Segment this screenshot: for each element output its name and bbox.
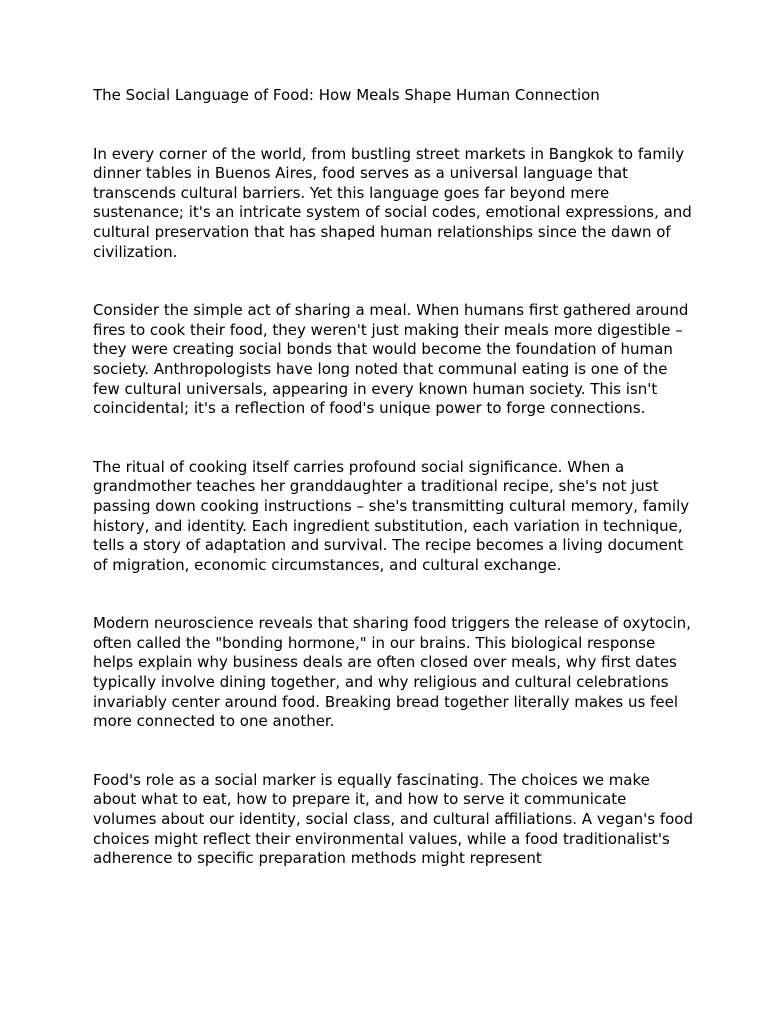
paragraph-3: The ritual of cooking itself carries profound social significance. When a grandmother teaches her granddaughter a traditional recipe, she's not just passing down cooking instructions – she's transmitting cultural memory, family history, and identity. Each ingredient substitution, each variation in technique, tells a story of adaptation and survival. The recipe becomes a living document of migration, economic circumstances, and cultural exchange. (93, 457, 690, 574)
document-body (93, 86, 693, 908)
paragraph-5: Food's role as a social marker is equally fascinating. The choices we make about what to eat, how to prepare it, and how to serve it communicate volumes about our identity, social class, and cultural affiliations. A vegan's food choices might reflect their environmental values, while a food traditionalist's adherence to specific preparation methods might represent (93, 770, 694, 868)
paragraph-1: In every corner of the world, from bustling street markets in Bangkok to family dinner tables in Buenos Aires, food serves as a universal language that transcends cultural barriers. Yet this language goes far beyond mere sustenance; it's an intricate system of social codes, emotional expressions, and cultural preservation that has shaped human relationships since the dawn of civilization. (93, 144, 692, 261)
paragraph-2: Consider the simple act of sharing a meal. When humans first gathered around fires to cook their food, they weren't just making their meals more digestible – they were creating social bonds that would become the foundation of human society. Anthropologists have long noted that communal eating is one of the few cultural universals, appearing in every known human society. This isn't coincidental; it's a reflection of food's unique power to forge connections. (93, 301, 689, 418)
document-title: The Social Language of Food: How Meals Shape Human Connection (93, 86, 600, 104)
paragraph-4: Modern neuroscience reveals that sharing food triggers the release of oxytocin, often called the "bonding hormone," in our brains. This biological response helps explain why business deals are often closed over meals, why first dates typically involve dining together, and why religious and cultural celebrations invariably center around food. Breaking bread together literally makes us feel more connected to one another. (93, 614, 691, 731)
